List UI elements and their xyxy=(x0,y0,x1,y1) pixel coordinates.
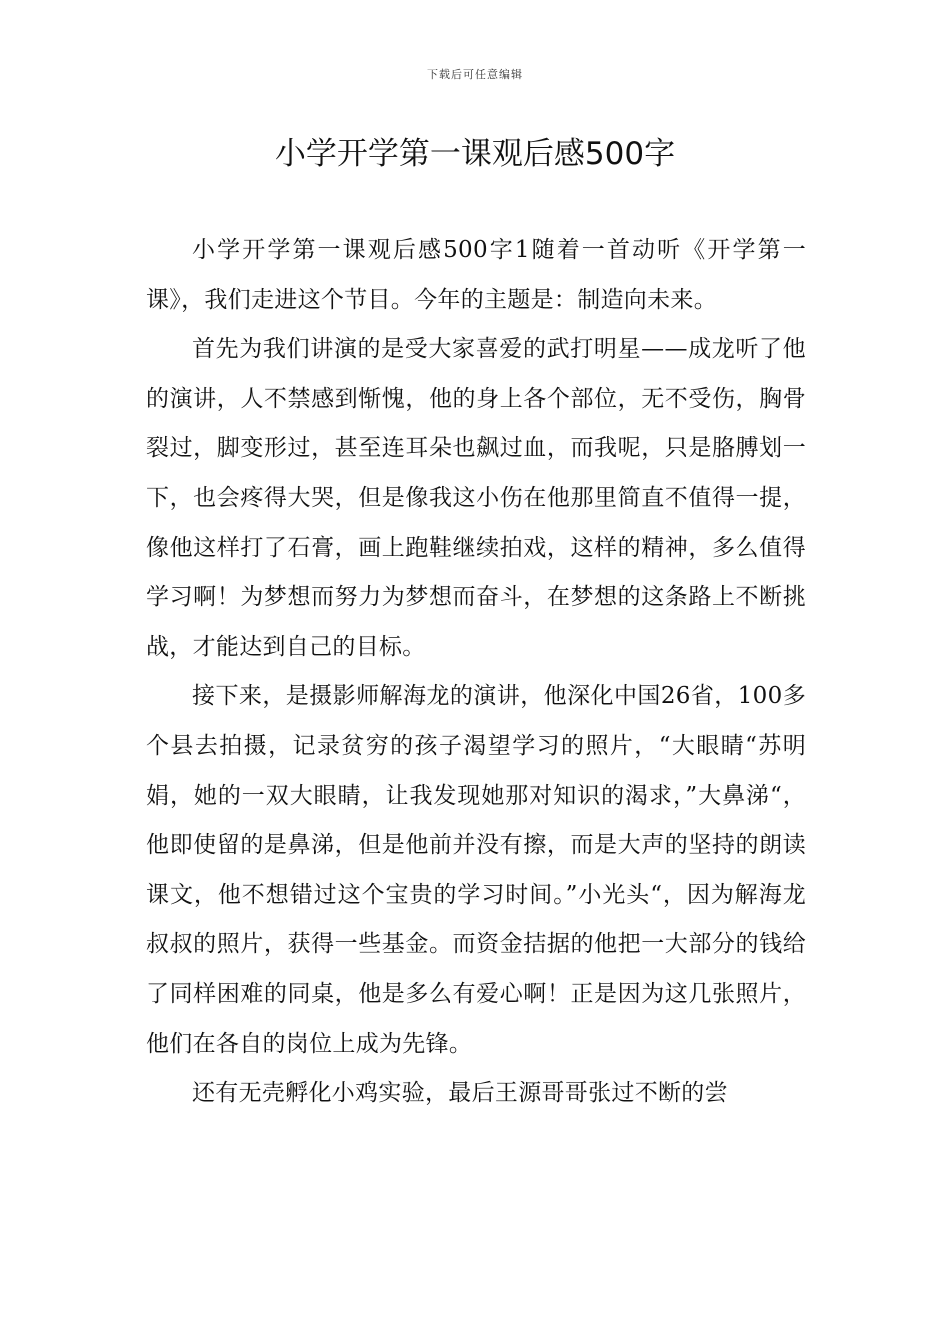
document-body xyxy=(146,226,806,1119)
paragraph: 接下来，是摄影师解海龙的演讲，他深化中国26省，100多个县去拍摄，记录贫穷的孩子渴望学习的照片，“大眼睛“苏明娟，她的一双大眼睛，让我发现她那对知识的渴求，”大鼻涕“，他即使留的是鼻涕，但是他前并没有擦，而是大声的坚持的朗读课文，他不想错过这个宝贵的学习时间。”小光头“，因为解海龙叔叔的照片，获得一些基金。而资金拮据的他把一大部分的钱给了同样困难的同桌，他是多么有爱心啊！正是因为这几张照片，他们在各自的岗位上成为先锋。 xyxy=(146,683,806,1057)
paragraph: 首先为我们讲演的是受大家喜爱的武打明星——成龙听了他的演讲，人不禁感到惭愧，他的身上各个部位，无不受伤，胸骨裂过，脚变形过，甚至连耳朵也飙过血，而我呢，只是胳膊划一下，也会疼得大哭，但是像我这小伤在他那里简直不值得一提，像他这样打了石膏，画上跑鞋继续拍戏，这样的精神，多么值得学习啊！为梦想而努力为梦想而奋斗，在梦想的这条路上不断挑战，才能达到自己的目标。 xyxy=(146,336,806,660)
paragraph: 还有无壳孵化小鸡实验，最后王源哥哥张过不断的尝 xyxy=(192,1080,728,1107)
document-title: 小学开学第一课观后感500字 xyxy=(274,136,676,172)
header-note: 下载后可任意编辑 xyxy=(427,68,523,81)
paragraph: 小学开学第一课观后感500字1随着一首动听《开学第一课》，我们走进这个节目。今年的主题是：制造向未来。 xyxy=(146,237,806,313)
